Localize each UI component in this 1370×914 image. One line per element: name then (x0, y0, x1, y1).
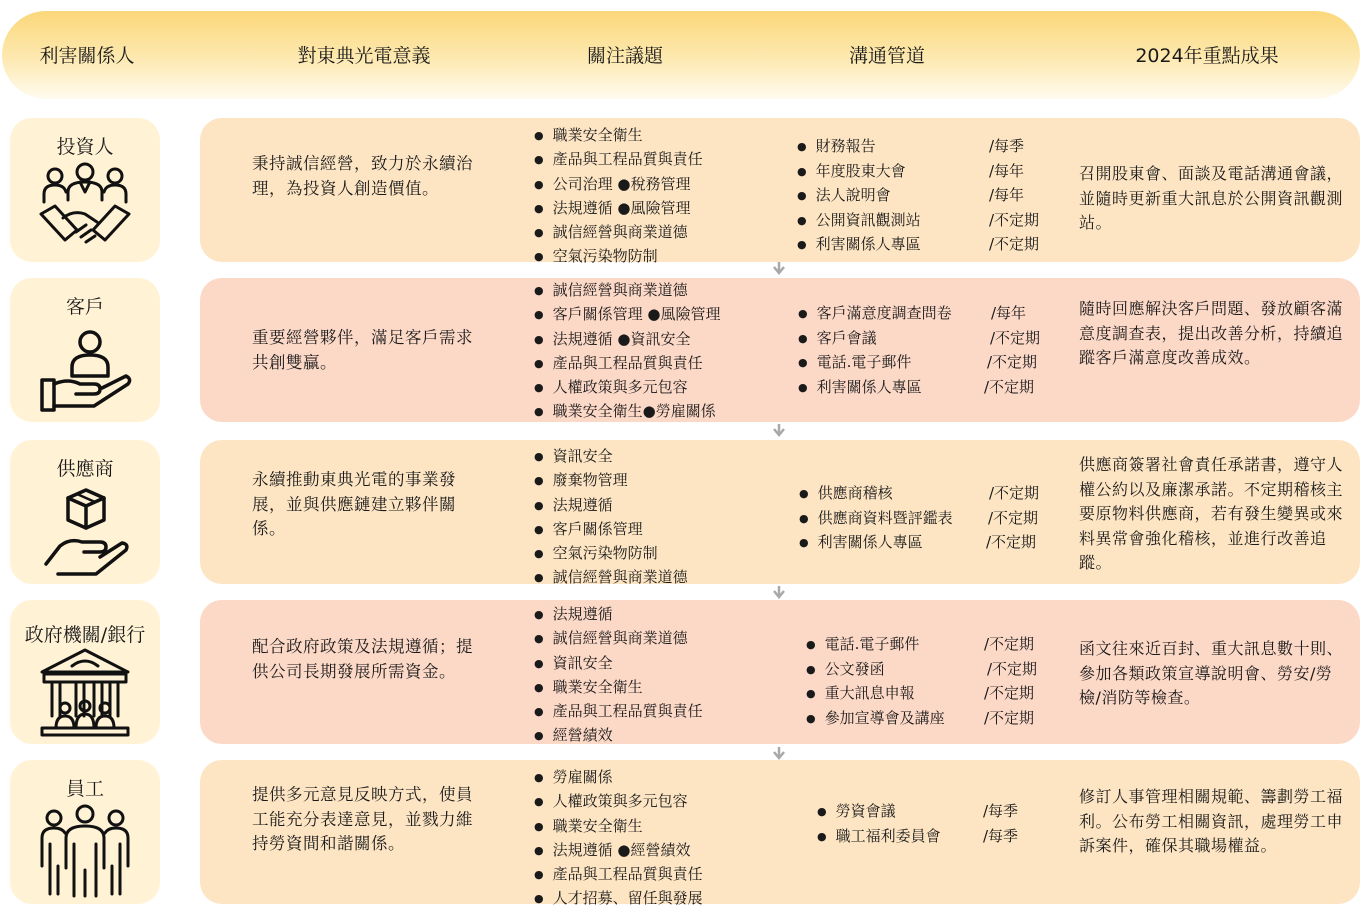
list-item: ● 經營績效 (534, 724, 703, 748)
meaning-text: 提供多元意見反映方式，使員工能充分表達意見，並戮力維持勞資間和諧關係。 (252, 785, 473, 853)
list-item: ● 空氣污染物防制 (534, 542, 688, 566)
channel-name: 財務報告 (815, 137, 876, 155)
list-item: ● 法規遵循 ●資訊安全 (534, 328, 720, 352)
stakeholder-name: 供應商 (56, 458, 114, 480)
list-item: ● 空氣污染物防制 (534, 245, 703, 269)
issues-list (534, 766, 703, 912)
channel-name: 供應商資料暨評鑑表 (817, 508, 953, 527)
list-item: ● 職業安全衛生 (534, 676, 703, 700)
list-item: ● 產品與工程品質與責任 (534, 148, 703, 172)
channel-frequency: /每季 (989, 137, 1025, 155)
list-item: ● 職業安全衛生●勞雇關係 (534, 400, 720, 424)
channel-name: 利害關係人專區 (816, 377, 922, 396)
channel-name: 利害關係人專區 (817, 533, 923, 551)
channel-frequency: /不定期 (990, 328, 1041, 347)
channel-frequency: /不定期 (989, 484, 1040, 502)
stakeholder-name: 政府機關/銀行 (24, 624, 146, 646)
channel-frequency: /不定期 (984, 708, 1035, 727)
header-achievements: 2024年重點成果 (1135, 45, 1279, 67)
list-item (817, 825, 1057, 850)
channels-list (799, 482, 1059, 556)
table-header (2, 11, 1360, 99)
stakeholder-name: 員工 (65, 778, 104, 800)
issues-list (534, 279, 720, 425)
stakeholder-name: 投資人 (56, 136, 114, 158)
channel-frequency: /不定期 (989, 210, 1040, 229)
list-item: ● 客戶關係管理 ●風險管理 (534, 303, 720, 327)
hand-holding-box-icon (38, 484, 132, 578)
stakeholder-cell (10, 440, 160, 584)
channel-frequency: /不定期 (984, 635, 1035, 653)
list-item: ● 人權政策與多元包容 (534, 376, 720, 400)
issues-list (534, 603, 703, 749)
list-item: ● 客戶關係管理 (534, 518, 688, 542)
channel-name: 公文發函 (824, 659, 885, 678)
header-meaning: 對東典光電意義 (297, 45, 431, 67)
channel-name: 法人說明會 (815, 186, 891, 204)
stakeholder-row (200, 440, 1360, 587)
issues-list (534, 445, 688, 591)
list-item: ● 法規遵循 (534, 494, 688, 518)
channels-list (817, 800, 1057, 849)
list-item: ● 人權政策與多元包容 (534, 790, 703, 814)
channel-frequency: /每季 (983, 826, 1019, 845)
list-item (799, 531, 1059, 556)
channel-frequency: /不定期 (986, 533, 1037, 551)
hand-holding-person-icon (38, 322, 132, 416)
meaning-text: 永續推動東典光電的事業發展，並與供應鏈建立夥伴關係。 (252, 470, 456, 538)
meaning-text: 秉持誠信經營，致力於永續治理，為投資人創造價值。 (252, 154, 473, 198)
channel-frequency: /每年 (989, 161, 1025, 180)
government-building-icon (38, 644, 132, 738)
handshake-group-icon (38, 162, 132, 256)
list-item (799, 482, 1059, 507)
list-item: ● 法規遵循 (534, 603, 703, 627)
list-item (798, 351, 1058, 376)
list-item (797, 160, 1057, 185)
list-item: ● 職業安全衛生 (534, 124, 703, 148)
list-item: ● 職業安全衛生 (534, 815, 703, 839)
channel-name: 電話.電子郵件 (824, 635, 920, 653)
channel-name: 參加宣導會及講座 (824, 708, 945, 727)
list-item (806, 633, 1066, 658)
list-item: ● 誠信經營與商業道德 (534, 279, 720, 303)
stakeholder-row (200, 760, 1360, 908)
list-item (798, 302, 1058, 327)
achievement-text: 供應商簽署社會責任承諾書，遵守人權公約以及廉潔承諾。不定期稽核主要原物料供應商，若有發生變異或來料異常會強化稽核，並進行改善追蹤。 (1079, 455, 1344, 572)
channel-name: 重大訊息申報 (824, 684, 915, 702)
header-stakeholder: 利害關係人 (39, 45, 135, 67)
meaning-text: 重要經營夥伴，滿足客戶需求共創雙贏。 (252, 328, 473, 372)
list-item (799, 507, 1059, 532)
achievement-text: 修訂人事管理相關規範、籌劃勞工福利。公布勞工相關資訊，處理勞工申訴案件，確保其職場權益。 (1079, 787, 1344, 855)
channel-frequency: /不定期 (984, 377, 1035, 396)
list-item: ● 誠信經營與商業道德 (534, 221, 703, 245)
stakeholder-cell (10, 278, 160, 422)
list-item (806, 682, 1066, 707)
achievement-text: 隨時回應解決客戶問題、發放顧客滿意度調查表，提出改善分析，持續追蹤客戶滿意度改善成效。 (1079, 299, 1344, 367)
channel-name: 職工福利委員會 (835, 826, 941, 845)
list-item (797, 233, 1057, 258)
arrow-down-icon (772, 746, 786, 760)
channels-list (797, 135, 1057, 258)
arrow-down-icon (772, 423, 786, 437)
channel-frequency: /每季 (983, 802, 1019, 820)
list-item: ● 誠信經營與商業道德 (534, 627, 703, 651)
achievement-text: 召開股東會、面談及電話溝通會議，並隨時更新重大訊息於公開資訊觀測站。 (1079, 164, 1344, 232)
list-item (797, 135, 1057, 160)
channels-list (806, 633, 1066, 731)
stakeholder-cell (10, 118, 160, 262)
channel-frequency: /不定期 (987, 659, 1038, 678)
list-item: ● 產品與工程品質與責任 (534, 863, 703, 887)
list-item: ● 資訊安全 (534, 445, 688, 469)
channel-frequency: /每年 (991, 304, 1027, 322)
stakeholder-cell (10, 600, 160, 744)
list-item: ● 法規遵循 ●風險管理 (534, 197, 703, 221)
list-item (806, 707, 1066, 732)
channel-name: 客戶滿意度調查問卷 (816, 304, 952, 322)
list-item: ● 人才招募、留任與發展 (534, 887, 703, 911)
list-item (797, 209, 1057, 234)
list-item: ● 勞雇關係 (534, 766, 703, 790)
list-item: ● 公司治理 ●稅務管理 (534, 173, 703, 197)
stakeholder-name: 客戶 (65, 296, 104, 318)
channel-name: 電話.電子郵件 (816, 353, 912, 371)
channel-frequency: /不定期 (989, 235, 1040, 253)
header-channels: 溝通管道 (848, 45, 925, 67)
stakeholder-row (200, 118, 1360, 266)
meaning-text: 配合政府政策及法規遵循；提供公司長期發展所需資金。 (252, 637, 473, 681)
channel-name: 客戶會議 (816, 328, 877, 347)
list-item: ● 廢棄物管理 (534, 469, 688, 493)
stakeholder-row (200, 278, 1360, 422)
channels-list (798, 302, 1058, 400)
arrow-down-icon (772, 261, 786, 275)
list-item: ● 產品與工程品質與責任 (534, 700, 703, 724)
list-item: ● 誠信經營與商業道德 (534, 566, 688, 590)
channel-name: 公開資訊觀測站 (815, 210, 921, 229)
channel-name: 利害關係人專區 (815, 235, 921, 253)
list-item: ● 產品與工程品質與責任 (534, 352, 720, 376)
list-item: ● 法規遵循 ●經營績效 (534, 839, 703, 863)
channel-name: 年度股東大會 (815, 161, 906, 180)
list-item (798, 327, 1058, 352)
channel-frequency: /不定期 (987, 353, 1038, 371)
channel-frequency: /不定期 (988, 508, 1039, 527)
channel-frequency: /每年 (989, 186, 1025, 204)
stakeholder-cell (10, 760, 160, 904)
list-item (817, 800, 1057, 825)
list-item: ● 資訊安全 (534, 652, 703, 676)
channel-name: 勞資會議 (835, 802, 896, 820)
arrow-down-icon (772, 585, 786, 599)
channel-name: 供應商稽核 (817, 484, 893, 502)
header-issues: 關注議題 (586, 45, 663, 67)
issues-list (534, 124, 703, 270)
employees-group-icon (38, 804, 132, 898)
stakeholder-row (200, 600, 1360, 744)
list-item (797, 184, 1057, 209)
achievement-text: 函文往來近百封、重大訊息數十則、參加各類政策宣導說明會、勞安/勞檢/消防等檢查。 (1079, 639, 1344, 707)
list-item (798, 376, 1058, 401)
channel-frequency: /不定期 (984, 684, 1035, 702)
list-item (806, 658, 1066, 683)
